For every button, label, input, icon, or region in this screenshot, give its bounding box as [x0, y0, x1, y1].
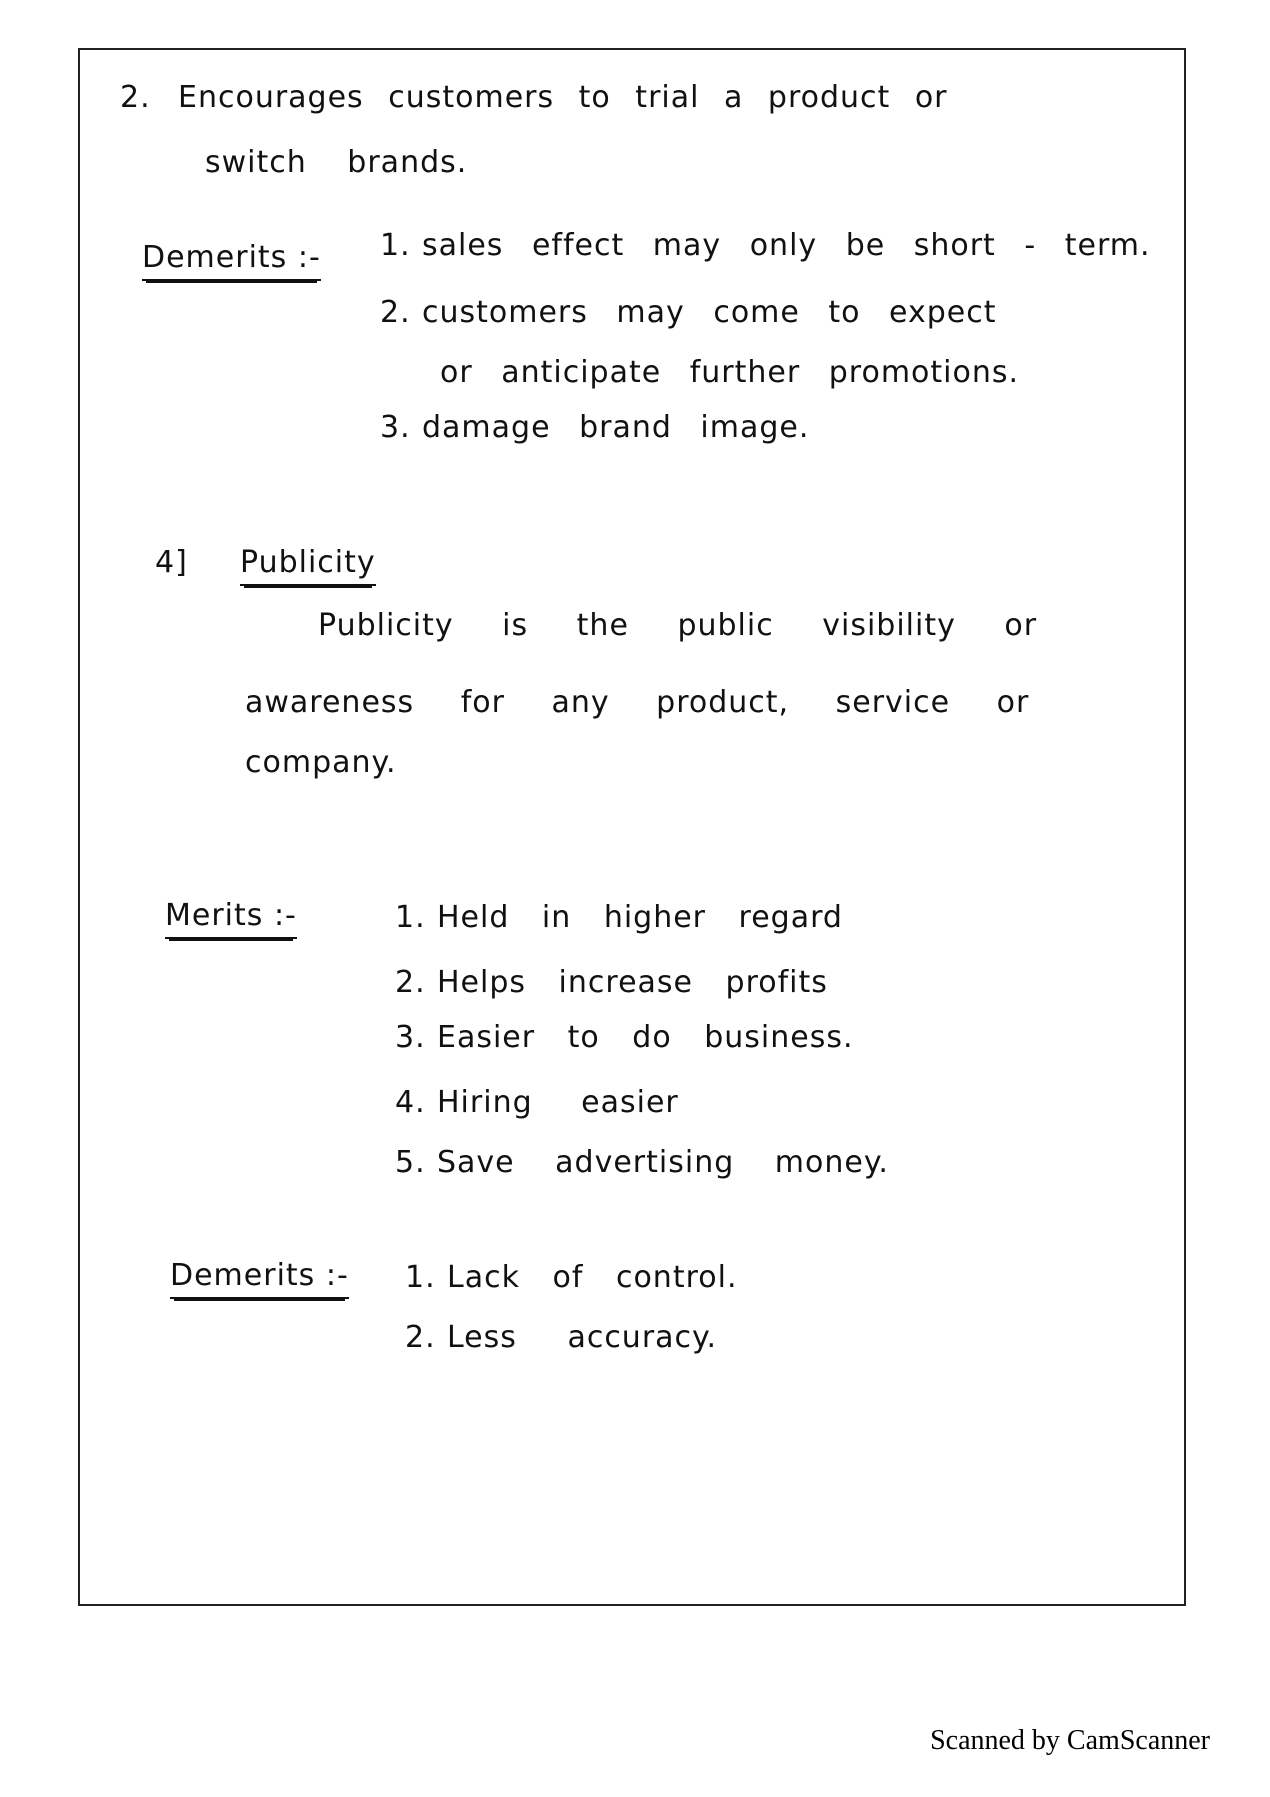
merits-item-1: 1. Held in higher regard — [395, 900, 843, 935]
demerits1-item-3: 3. damage brand image. — [380, 410, 810, 445]
top-item-line2: switch brands. — [205, 145, 468, 180]
demerits-heading-2: Demerits :- — [170, 1258, 349, 1293]
demerits-heading-1: Demerits :- — [142, 240, 321, 275]
publicity-heading: Publicity — [240, 545, 376, 580]
demerits2-item-2: 2. Less accuracy. — [405, 1320, 718, 1355]
top-item-number: 2. — [120, 80, 151, 115]
merits-item-4: 4. Hiring easier — [395, 1085, 679, 1120]
scanner-watermark: Scanned by CamScanner — [930, 1725, 1210, 1756]
demerits1-item-2: 2. customers may come to expect — [380, 295, 997, 330]
page-border — [78, 48, 1186, 1606]
merits-item-2: 2. Helps increase profits — [395, 965, 828, 1000]
top-item-line1: Encourages customers to trial a product or — [178, 80, 948, 115]
demerits2-item-1: 1. Lack of control. — [405, 1260, 738, 1295]
publicity-number: 4] — [155, 545, 188, 580]
publicity-para-line3: company. — [245, 745, 397, 780]
merits-item-3: 3. Easier to do business. — [395, 1020, 854, 1055]
demerits1-item-1: 1. sales effect may only be short - term. — [380, 228, 1151, 263]
merits-item-5: 5. Save advertising money. — [395, 1145, 889, 1180]
publicity-para-line1: Publicity is the public visibility or — [318, 608, 1038, 643]
demerits1-item-2-cont: or anticipate further promotions. — [440, 355, 1020, 390]
publicity-para-line2: awareness for any product, service or — [245, 685, 1030, 720]
merits-heading: Merits :- — [165, 898, 297, 933]
